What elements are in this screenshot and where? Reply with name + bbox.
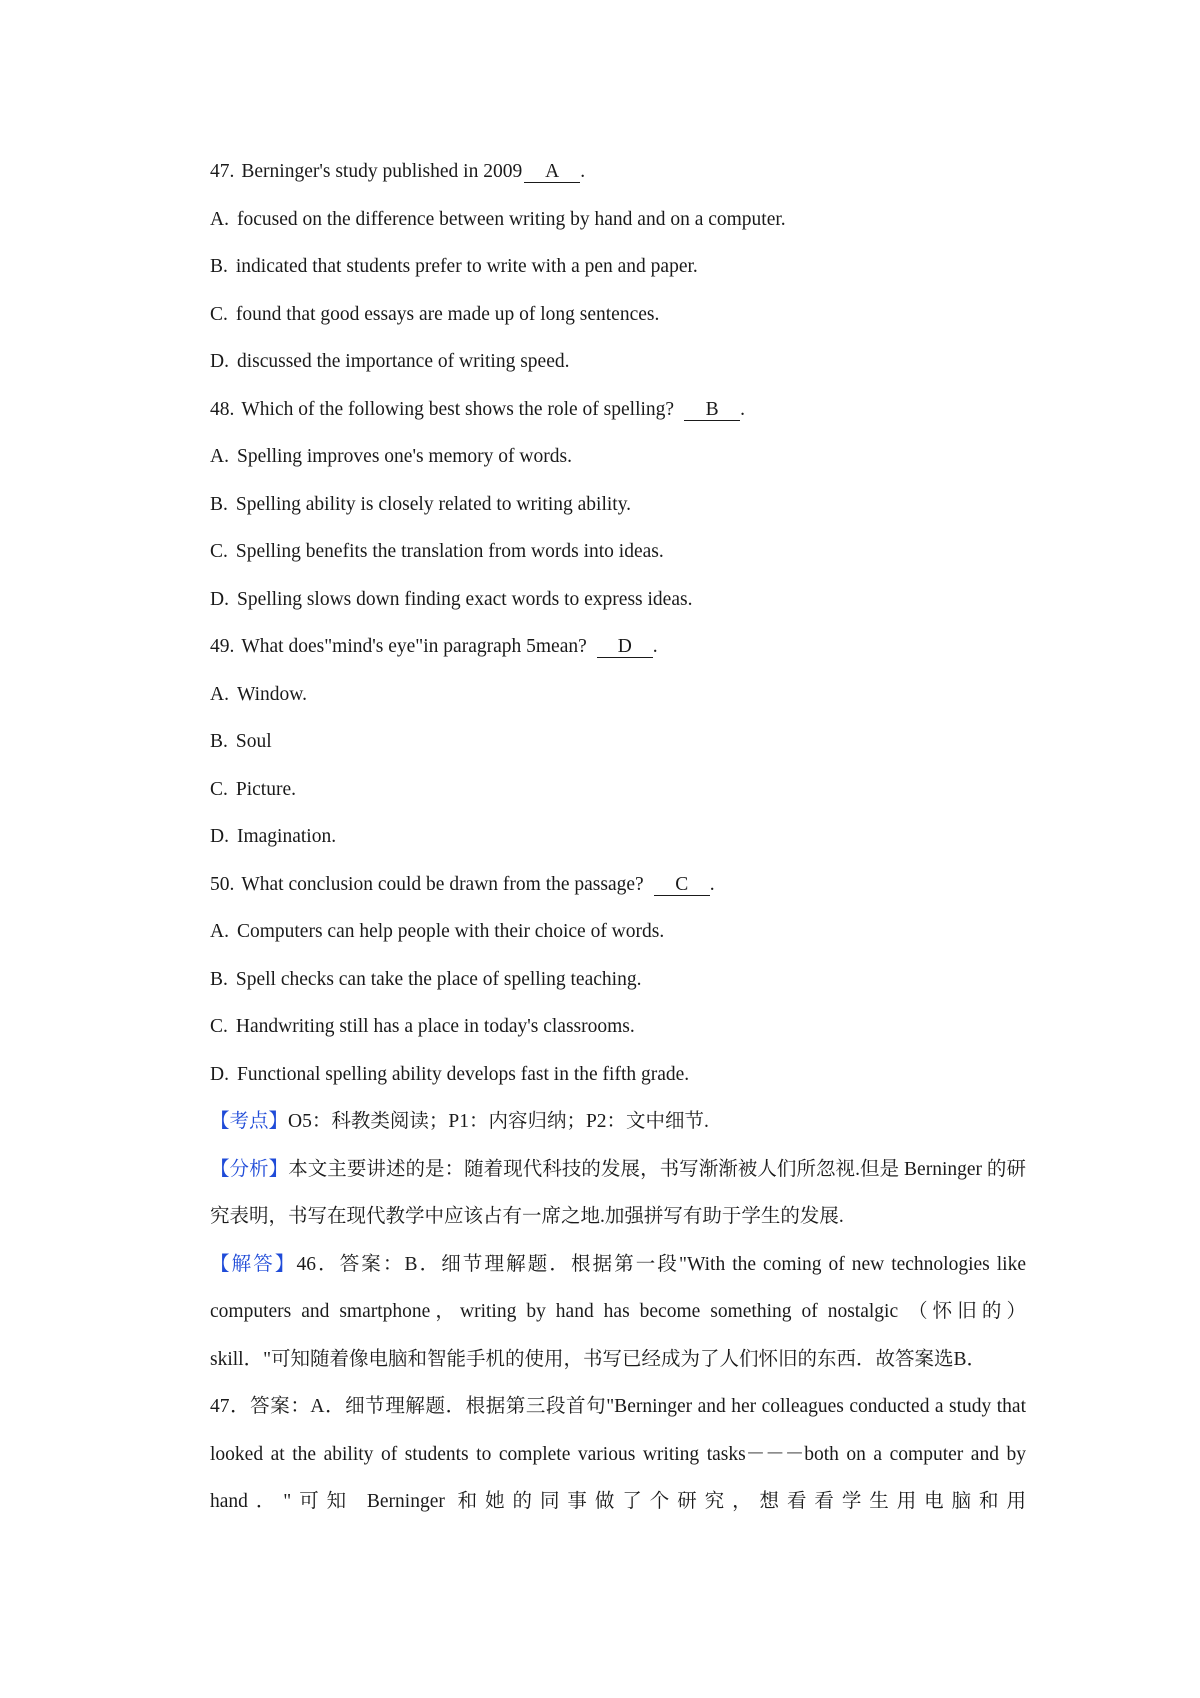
option-text: Spelling slows down finding exact words to express ideas. bbox=[236, 588, 693, 610]
fenxi-text: 本文主要讲述的是：随着现代科技的发展，书写渐渐被人们所忽视.但是 Berninger 的研究表明，书写在现代教学中应该占有一席之地.加强拼写有助于学生的发展. bbox=[210, 1158, 1026, 1227]
option-letter: C. bbox=[210, 303, 228, 325]
jieda-section bbox=[210, 1241, 1026, 1384]
option-text: Picture. bbox=[235, 778, 296, 800]
option-49-b bbox=[210, 718, 1026, 766]
question-48 bbox=[210, 386, 1026, 434]
option-letter: A. bbox=[210, 921, 229, 942]
option-text: Spelling benefits the translation from words into ideas. bbox=[235, 541, 664, 562]
option-text: Imagination. bbox=[236, 826, 337, 847]
question-end: . bbox=[652, 636, 658, 657]
option-text: found that good essays are made up of long sentences. bbox=[235, 303, 660, 325]
kaodian-text: O5：科教类阅读；P1：内容归纳；P2：文中细节. bbox=[288, 1111, 709, 1132]
fenxi-tag: 【分析】 bbox=[210, 1158, 289, 1180]
document-page bbox=[210, 148, 1026, 1526]
option-47-b bbox=[210, 243, 1026, 291]
answer-47-explanation bbox=[210, 1383, 1026, 1526]
question-end: . bbox=[709, 873, 715, 895]
option-text: Window. bbox=[236, 683, 307, 705]
option-letter: A. bbox=[210, 208, 229, 230]
option-text: indicated that students prefer to write with a pen and paper. bbox=[235, 256, 698, 277]
option-text: discussed the importance of writing speed. bbox=[236, 351, 570, 372]
option-50-b bbox=[210, 956, 1026, 1004]
option-48-a bbox=[210, 433, 1026, 481]
question-text: What does"mind's eye"in paragraph 5mean? bbox=[241, 636, 587, 657]
question-number: 47. bbox=[210, 161, 235, 182]
option-letter: A. bbox=[210, 683, 229, 705]
option-47-d bbox=[210, 338, 1026, 386]
kaodian-section bbox=[210, 1098, 1026, 1146]
option-49-c bbox=[210, 766, 1026, 814]
option-50-a bbox=[210, 908, 1026, 956]
question-47 bbox=[210, 148, 1026, 196]
option-text: focused on the difference between writing by hand and on a computer. bbox=[236, 208, 786, 230]
answer-blank: B bbox=[684, 400, 740, 421]
option-letter: B. bbox=[210, 731, 228, 752]
question-number: 50. bbox=[210, 873, 235, 895]
option-48-b bbox=[210, 481, 1026, 529]
answer-blank: C bbox=[654, 875, 710, 896]
question-end: . bbox=[740, 398, 745, 420]
option-letter: D. bbox=[210, 351, 229, 372]
question-text: Berninger's study published in 2009 bbox=[241, 161, 523, 182]
kaodian-tag: 【考点】 bbox=[210, 1111, 289, 1132]
option-48-c bbox=[210, 528, 1026, 576]
question-text: Which of the following best shows the role of spelling? bbox=[241, 398, 675, 420]
option-text: Spell checks can take the place of spelling teaching. bbox=[235, 968, 642, 990]
option-letter: D. bbox=[210, 1063, 229, 1085]
option-text: Spelling ability is closely related to writing ability. bbox=[235, 493, 632, 515]
question-50 bbox=[210, 861, 1026, 909]
option-letter: D. bbox=[210, 826, 229, 847]
jieda-text: 46．答案：B．细节理解题．根据第一段"With the coming of new technologies like computers and smartphone，writing by hand has become something of nostalgic （怀旧的） skill．"可知随着像电脑和智能手机的使用，书写已经成为了人们怀旧的东西．故答案选B． bbox=[210, 1253, 1026, 1370]
option-letter: D. bbox=[210, 588, 229, 610]
option-letter: C. bbox=[210, 778, 228, 800]
question-number: 48. bbox=[210, 398, 235, 420]
option-text: Handwriting still has a place in today's classrooms. bbox=[235, 1016, 635, 1037]
answer-blank: A bbox=[524, 162, 580, 183]
option-letter: B. bbox=[210, 493, 228, 515]
question-49 bbox=[210, 623, 1026, 671]
option-text: Functional spelling ability develops fast in the fifth grade. bbox=[236, 1063, 690, 1085]
option-50-c bbox=[210, 1003, 1026, 1051]
option-letter: A. bbox=[210, 446, 229, 467]
fenxi-section bbox=[210, 1146, 1026, 1241]
option-48-d bbox=[210, 576, 1026, 624]
option-50-d bbox=[210, 1051, 1026, 1099]
answer-blank: D bbox=[597, 637, 653, 658]
jieda-tag: 【解答】 bbox=[210, 1253, 297, 1275]
option-49-a bbox=[210, 671, 1026, 719]
option-47-c bbox=[210, 291, 1026, 339]
option-letter: C. bbox=[210, 1016, 228, 1037]
question-end: . bbox=[580, 161, 586, 182]
option-text: Soul bbox=[235, 731, 272, 752]
option-letter: B. bbox=[210, 256, 228, 277]
option-47-a bbox=[210, 196, 1026, 244]
question-text: What conclusion could be drawn from the passage? bbox=[241, 873, 644, 895]
answer-47-text: 47．答案：A．细节理解题．根据第三段首句"Berninger and her colleagues conducted a study that looked at the ability of students to complete various writing tasks－－－both on a computer and by hand．"可知 Berninger 和她的同事做了个研究，想看看学生用电脑和用 bbox=[210, 1396, 1026, 1512]
question-number: 49. bbox=[210, 636, 235, 657]
option-text: Spelling improves one's memory of words. bbox=[236, 446, 572, 467]
option-letter: B. bbox=[210, 968, 228, 990]
option-text: Computers can help people with their choice of words. bbox=[236, 921, 665, 942]
option-letter: C. bbox=[210, 541, 228, 562]
option-49-d bbox=[210, 813, 1026, 861]
